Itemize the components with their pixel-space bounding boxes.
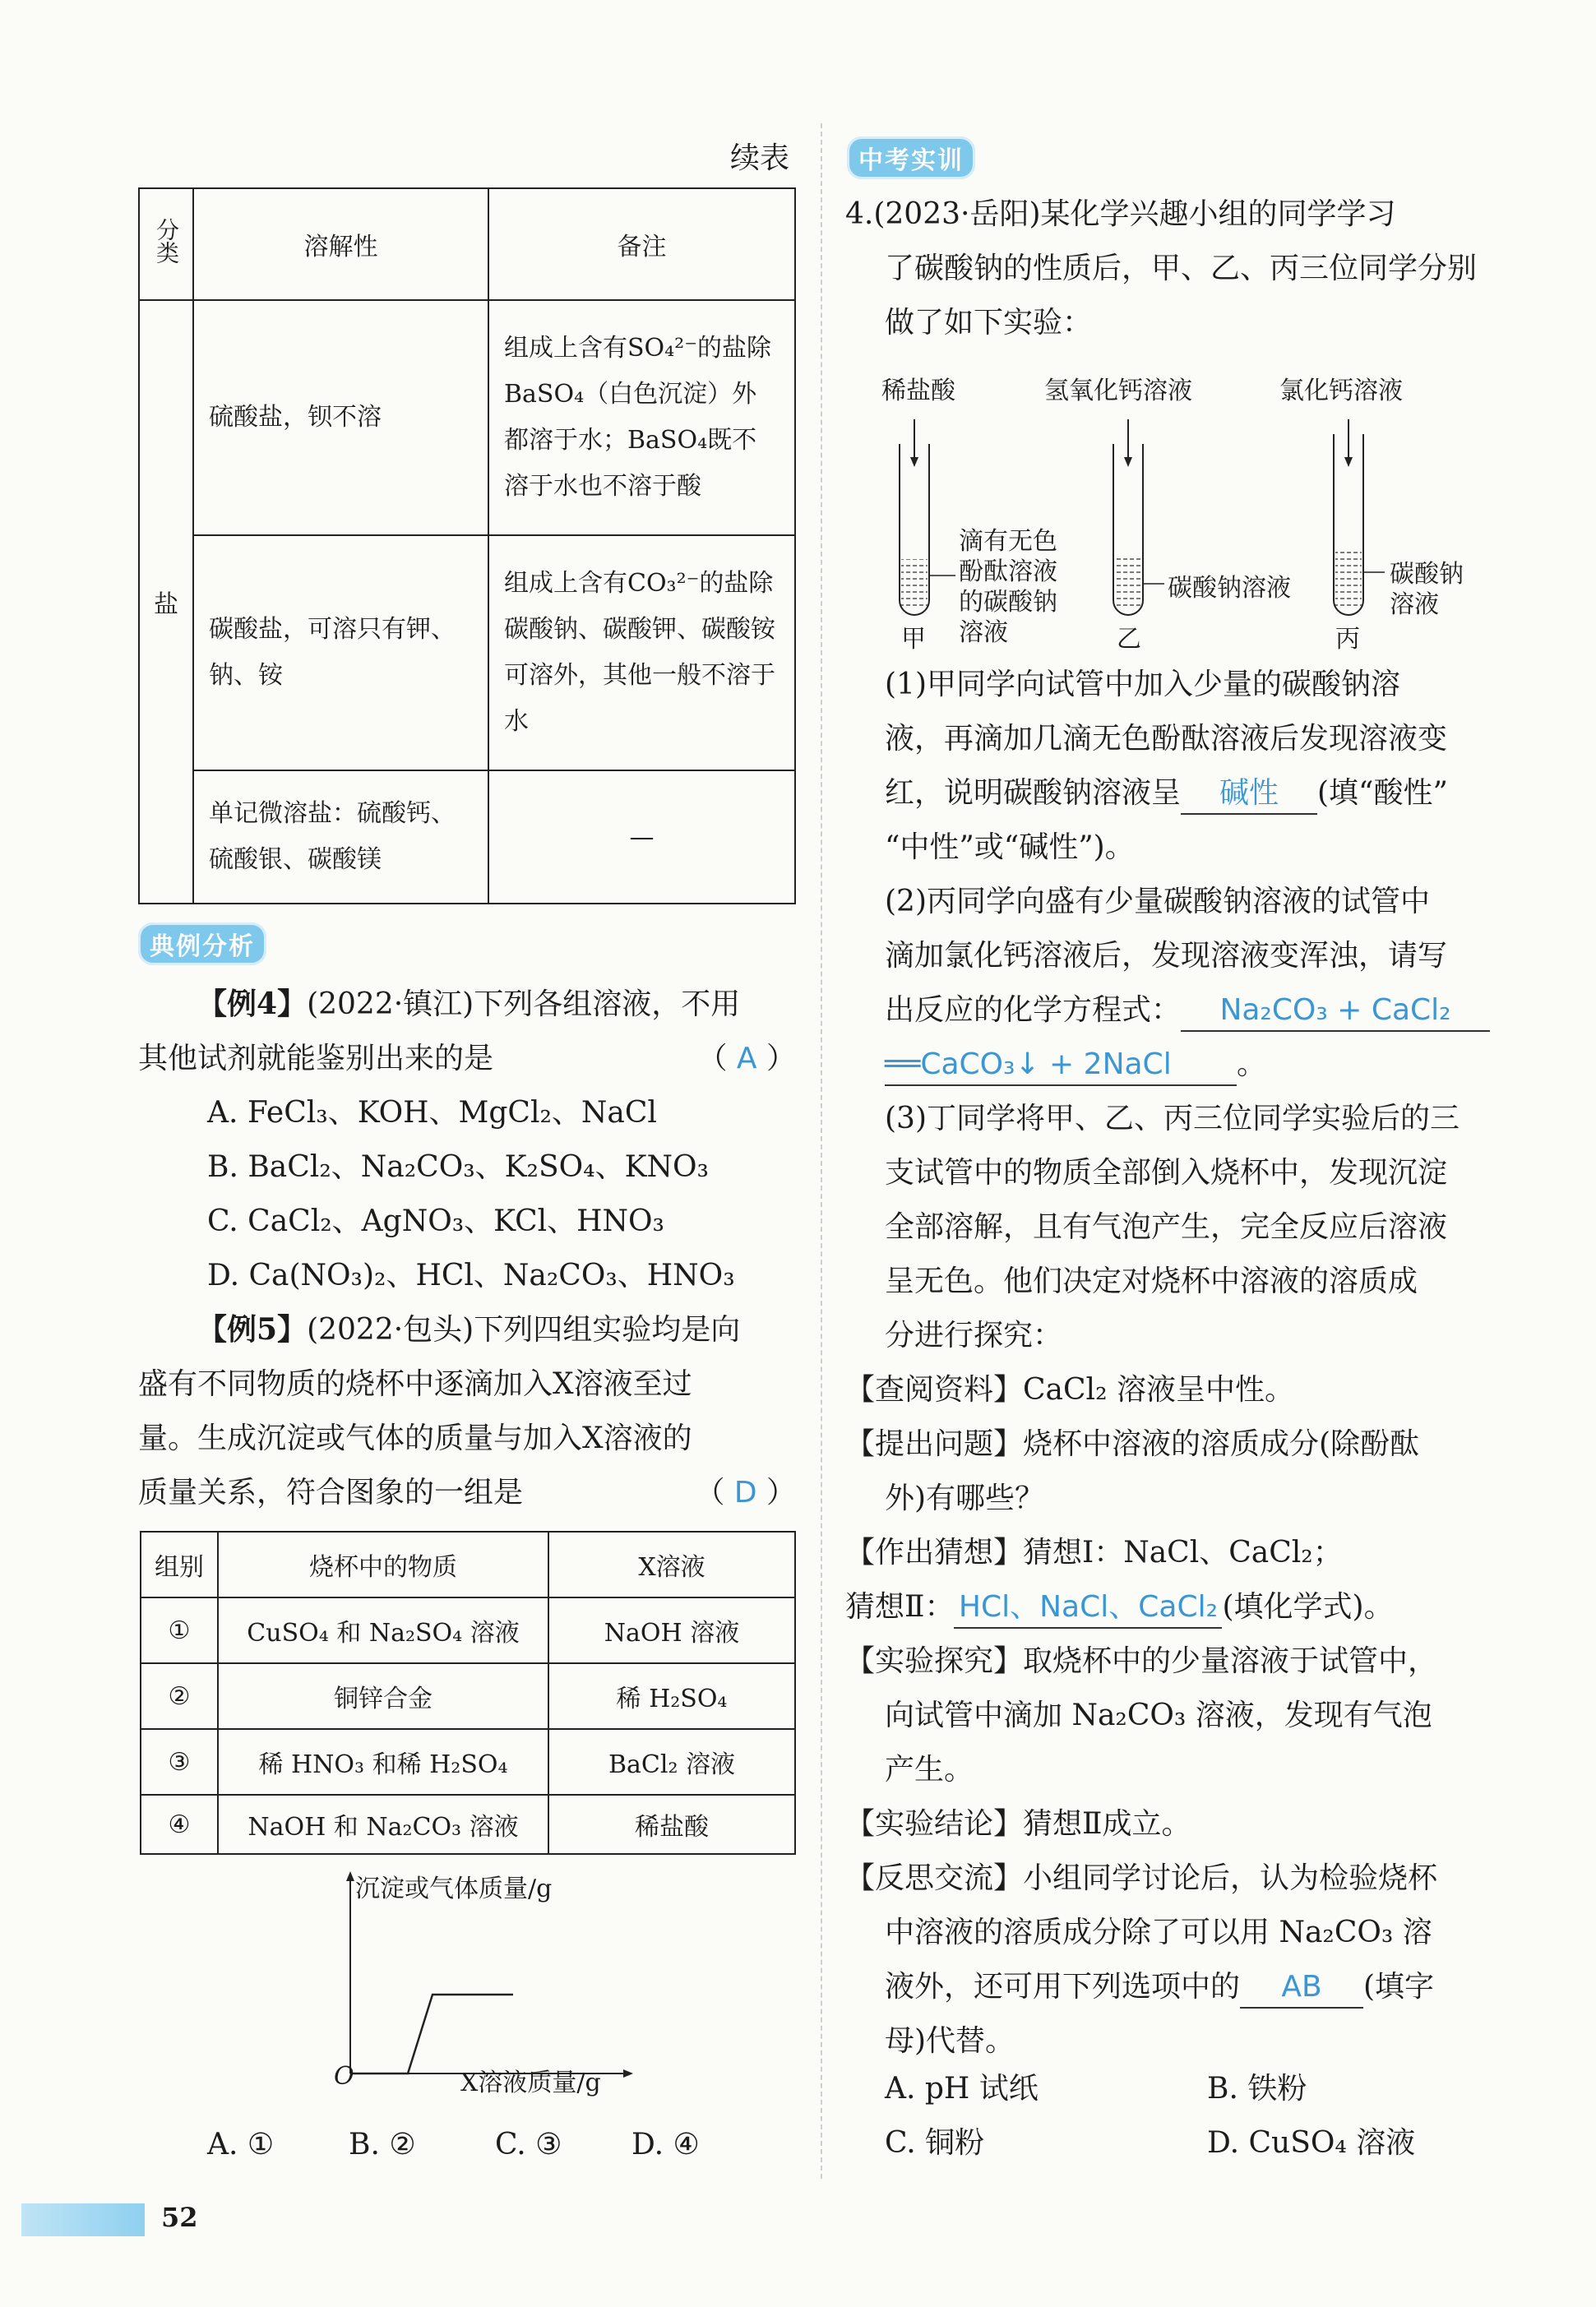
reagent-label: 氢氧化钙溶液 [1044, 377, 1192, 405]
ex4-stem-2: 其他试剂就能鉴别出来的是 [138, 1042, 494, 1075]
p2-answer-b: ══CaCO₃↓ + 2NaCl [885, 1045, 1237, 1086]
p3-line-1: (3)丁同学将甲、乙、丙三位同学实验后的三 [885, 1102, 1460, 1135]
ex5-cell: 稀 HNO₃ 和稀 H₂SO₄ [218, 1729, 548, 1795]
graph-y-arrow [346, 1871, 354, 1881]
section-badge-analysis: 典例分析 [138, 922, 266, 965]
ex4-answer: A [736, 1042, 757, 1075]
refl-line-1: 【反思交流】小组同学讨论后，认为检验烧杯 [845, 1861, 1438, 1895]
ex4-source: (2022·镇江) [307, 987, 474, 1021]
p1-answer-blank: 碱性 [1181, 774, 1317, 815]
note-cell: 组成上含有CO₃²⁻的盐除碳酸钠、碳酸钾、碳酸铵可溶外，其他一般不溶于水 [488, 535, 795, 770]
refl-line-2: 中溶液的溶质成分除了可以用 Na₂CO₃ 溶 [885, 1916, 1432, 1949]
p3-line-4: 呈无色。他们决定对烧杯中溶液的溶质成 [885, 1264, 1418, 1298]
example-5: 【例5】(2022·包头)下列四组实验均是向 盛有不同物质的烧杯中逐滴加入X溶液至过 量。生成沉淀或气体的质量与加入X溶液的 质量关系，符合图象的一组是 （ D ） [138, 1312, 796, 1509]
exp-line-1: 【实验探究】取烧杯中的少量溶液于试管中， [845, 1644, 1438, 1678]
ex5-stem-3: 量。生成沉淀或气体的质量与加入X溶液的 [138, 1422, 692, 1455]
guess-2b: (填化学式)。 [1222, 1590, 1394, 1624]
ex4-option: A. FeCl₃、KOH、MgCl₂、NaCl [207, 1096, 657, 1130]
header-note: 备注 [488, 188, 795, 300]
q4-intro-3: 做了如下实验： [885, 306, 1093, 340]
ex5-stem-2: 盛有不同物质的烧杯中逐滴加入X溶液至过 [138, 1367, 692, 1401]
exp-line-2: 向试管中滴加 Na₂CO₃ 溶液，发现有气泡 [885, 1699, 1432, 1732]
guess-1: 【作出猜想】猜想Ⅰ：NaCl、CaCl₂； [845, 1536, 1343, 1570]
graph-ylabel: 沉淀或气体质量/g [355, 1875, 553, 1903]
p1-line-2: 液，再滴加几滴无色酚酞溶液后发现溶液变 [885, 722, 1448, 756]
refl-line-3a: 液外，还可用下列选项中的 [885, 1970, 1241, 2004]
header-category: 分类 [139, 188, 193, 300]
graph-xlabel: X溶液质量/g [460, 2069, 601, 2097]
question-4-body: (1)甲同学向试管中加入少量的碳酸钠溶 液，再滴加几滴无色酚酞溶液后发现溶液变 红，说明碳酸钠溶液呈 碱性 (填“酸性” “中性”或“碱性”)。 (2)丙同学向盛有少量碳酸钠溶液的试管中 滴加氯化钙溶液后，发现溶液变浑浊，请写 出反应的化学方程式： Na₂CO₃ + CaCl₂ ══CaCO₃↓ + 2NaCl 。 (3)丁同学将甲、乙、丙三位同学实验后的三 支试管中的物质全部倒入烧杯中，发现沉淀 全部溶解，且有气泡产生，完全反应后溶液 呈无色。他们决定对烧杯中溶液的溶质成 分进行探究： [885, 658, 1510, 1363]
p3-line-3: 全部溶解，且有气泡产生，完全反应后溶液 [885, 1210, 1448, 1244]
question-line-1: 【提出问题】烧杯中溶液的溶质成分(除酚酞 [845, 1427, 1420, 1461]
question-line-2: 外)有哪些？ [885, 1482, 1045, 1515]
ex5-choice: D. ④ [631, 2128, 700, 2161]
ex5-cell: BaCl₂ 溶液 [548, 1729, 795, 1795]
p3-line-2: 支试管中的物质全部倒入烧杯中，发现沉淀 [885, 1156, 1448, 1190]
refl-line-4: 母)代替。 [885, 2024, 1015, 2058]
q4-option: A. pH 试纸 [885, 2072, 1039, 2106]
p1-line-3b: (填“酸性” [1317, 776, 1448, 810]
ex4-option: C. CaCl₂、AgNO₃、KCl、HNO₃ [207, 1204, 664, 1238]
ex5-cell: 稀盐酸 [548, 1795, 795, 1854]
p2-line-1: (2)丙同学向盛有少量碳酸钠溶液的试管中 [885, 885, 1430, 918]
note-cell: 组成上含有SO₄²⁻的盐除BaSO₄（白色沉淀）外都溶于水；BaSO₄既不溶于水也不溶于酸 [488, 300, 795, 535]
tube-jia-label: 滴有无色 酚酞溶液 的碳酸钠 溶液 [959, 527, 1057, 647]
ex4-option: D. Ca(NO₃)₂、HCl、Na₂CO₃、HNO₃ [207, 1259, 735, 1292]
tube-yi-label: 碳酸钠溶液 [1168, 574, 1291, 603]
tube-bing-label: 碳酸钠 溶液 [1390, 560, 1464, 619]
reagent-label: 稀盐酸 [881, 377, 955, 405]
q4-number: 4. [845, 197, 874, 231]
ex4-stem-1: 下列各组溶液，不用 [474, 987, 741, 1021]
ex5-table [140, 1531, 796, 1855]
header-solubility: 溶解性 [193, 188, 488, 300]
refl-line-3b: (填字 [1363, 1970, 1435, 2004]
ex5-cell: ③ [141, 1729, 218, 1795]
ex4-label: 【例4】 [197, 987, 308, 1021]
guess-2-answer: HCl、NaCl、CaCl₂ [954, 1588, 1222, 1629]
page-number: 52 [161, 2202, 198, 2233]
q4-intro-2: 了碳酸钠的性质后，甲、乙、丙三位同学分别 [885, 252, 1478, 285]
ex5-cell: ② [141, 1663, 218, 1729]
ex5-choice: A. ① [207, 2128, 275, 2161]
ex5-cell: 铜锌合金 [218, 1663, 548, 1729]
section-badge-exam: 中考实训 [847, 136, 975, 179]
reagent-label: 氯化钙溶液 [1279, 377, 1403, 405]
solubility-table [138, 187, 796, 904]
ex5-label: 【例5】 [197, 1312, 308, 1347]
inquiry-section [845, 1363, 1508, 2069]
ex4-option: B. BaCl₂、Na₂CO₃、K₂SO₄、KNO₃ [207, 1150, 709, 1184]
ex5-choice: B. ② [349, 2128, 416, 2161]
p1-line-4: “中性”或“碱性”)。 [885, 830, 1135, 864]
conclusion: 【实验结论】猜想Ⅱ成立。 [845, 1807, 1191, 1841]
ex5-header: X溶液 [548, 1532, 795, 1597]
q4-intro-1: 某化学兴趣小组的同学学习 [1040, 197, 1396, 231]
graph-origin: O [334, 2062, 354, 2091]
refl-answer: AB [1240, 1967, 1363, 2009]
q4-option: B. 铁粉 [1207, 2072, 1307, 2106]
ex5-cell: 稀 H₂SO₄ [548, 1663, 795, 1729]
continued-label: 续表 [730, 141, 790, 175]
tube-name: 丙 [1335, 625, 1360, 654]
p2-answer-a: Na₂CO₃ + CaCl₂ [1181, 991, 1490, 1032]
question-4 [845, 187, 1508, 350]
ex5-cell: ① [141, 1597, 218, 1663]
info: 【查阅资料】CaCl₂ 溶液呈中性。 [845, 1373, 1294, 1407]
tube-name: 乙 [1117, 625, 1141, 654]
exp-line-3: 产生。 [885, 1753, 974, 1787]
ex5-cell: NaOH 溶液 [548, 1597, 795, 1663]
tube-name: 甲 [901, 625, 926, 654]
guess-2a: 猜想Ⅱ： [845, 1590, 955, 1624]
p1-line-3a: 红，说明碳酸钠溶液呈 [885, 776, 1182, 810]
solubility-cell: 碳酸盐，可溶只有钾、钠、铵 [193, 535, 488, 770]
p2-line-2: 滴加氯化钙溶液后，发现溶液变浑浊，请写 [885, 939, 1448, 973]
tube-yi [1113, 419, 1164, 615]
ex5-choice: C. ③ [495, 2128, 562, 2161]
column-divider [821, 123, 822, 2179]
ex5-answer: D [733, 1476, 757, 1509]
ex5-cell: CuSO₄ 和 Na₂SO₄ 溶液 [218, 1597, 548, 1663]
ex5-header: 组别 [141, 1532, 218, 1597]
solubility-cell: 硫酸盐，钡不溶 [193, 300, 488, 535]
ex5-cell: ④ [141, 1795, 218, 1854]
tube-jia [900, 419, 955, 615]
ex5-cell: NaOH 和 Na₂CO₃ 溶液 [218, 1795, 548, 1854]
category-cell: 盐 [139, 300, 193, 904]
solubility-cell: 单记微溶盐：硫酸钙、硫酸银、碳酸镁 [193, 770, 488, 904]
ex5-stem-1: 下列四组实验均是向 [474, 1313, 741, 1347]
q4-source: (2023·岳阳) [873, 197, 1041, 231]
q4-option: C. 铜粉 [885, 2126, 985, 2160]
page-number-bar [21, 2203, 145, 2236]
p1-line-1: (1)甲同学向试管中加入少量的碳酸钠溶 [885, 668, 1400, 701]
tube-bing [1334, 419, 1385, 615]
graph-x-arrow [623, 2069, 633, 2078]
q4-option: D. CuSO₄ 溶液 [1207, 2126, 1416, 2160]
example-4: 【例4】(2022·镇江)下列各组溶液，不用 其他试剂就能鉴别出来的是 （ A ） A. FeCl₃、KOH、MgCl₂、NaCl B. BaCl₂、Na₂CO₃、K₂SO₄、KNO₃ C. CaCl₂、AgNO₃、KCl、HNO₃ D. Ca(NO₃)₂、HCl、Na₂CO₃、HNO₃ [138, 977, 796, 1303]
ex5-source: (2022·包头) [307, 1313, 474, 1347]
p2-line-3: 出反应的化学方程式： [885, 993, 1182, 1027]
ex5-stem-4: 质量关系，符合图象的一组是 [138, 1476, 524, 1509]
ex5-header: 烧杯中的物质 [218, 1532, 548, 1597]
note-cell: — [488, 770, 795, 904]
p3-line-5: 分进行探究： [885, 1319, 1063, 1352]
